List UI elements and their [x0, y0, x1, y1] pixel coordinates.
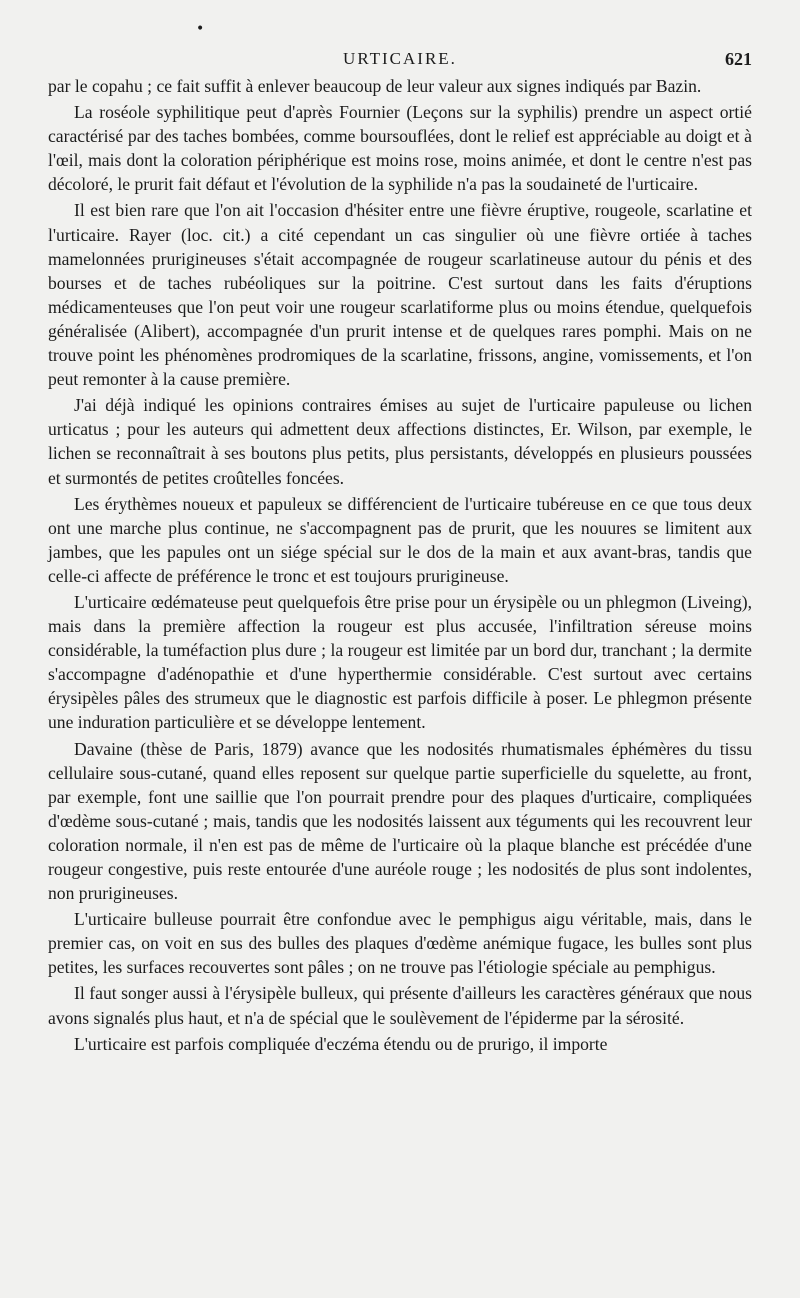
paragraph: L'urticaire est parfois compliquée d'eczéma étendu ou de prurigo, il importe	[74, 1033, 608, 1054]
printer-mark: •	[196, 21, 205, 37]
paragraph: L'urticaire œdémateuse peut quelquefois être prise pour un érysipèle ou un phlegmon (Liveing), mais dans la première affection la rougeur est plus accusée, l'infiltration séreuse moins considérable, la tuméfaction plus dure ; la rougeur est limitée par un bord dur, tranchant ; la dermite s'accompagne d'adénopathie et d'une hyperthermie considérable. C'est surtout avec certains érysipèles pâles des strumeux que le diagnostic est parfois difficile à poser. Le phlegmon présente une induration particulière et se développe lentement.	[48, 591, 752, 733]
paragraph: L'urticaire bulleuse pourrait être confondue avec le pemphigus aigu véritable, mais, dans le premier cas, on voit en sus des bulles des plaques d'œdème anémique fugace, les bulles sont plus petites, les surfaces recouvertes sont pâles ; on ne trouve pas l'étiologie spéciale au pemphigus.	[48, 909, 752, 978]
paragraph: Il est bien rare que l'on ait l'occasion d'hésiter entre une fièvre éruptive, rougeole, scarlatine et l'urticaire. Rayer (loc. cit.) a cité cependant un cas singulier où une fièvre ortiée à taches mamelonnées prurigineuses s'était accompagnée de rougeur scarlatineuse autour du pénis et des bourses et de taches rubéoliques sur la poitrine. C'est surtout dans les faits d'éruptions médicamenteuses que l'on peut voir une rougeur scarlatiforme plus ou moins étendue, quelquefois généralisée (Alibert), accompagnée d'un prurit intense et de quelques rares pomphi. Mais on ne trouve point les phénomènes prodromiques de la scarlatine, frissons, angine, vomissements, et l'on peut remonter à la cause première.	[48, 200, 752, 390]
paragraph: Il faut songer aussi à l'érysipèle bulleux, qui présente d'ailleurs les caractères généraux que nous avons signalés plus haut, et n'a de spécial que le soulèvement de l'épiderme par la sérosité.	[48, 983, 752, 1028]
running-head: URTICAIRE.	[343, 49, 457, 68]
paragraph: J'ai déjà indiqué les opinions contraires émises au sujet de l'urticaire papuleuse ou lichen urticatus ; pour les auteurs qui admettent deux affections distinctes, Er. Wilson, par exemple, le lichen se reconnaîtrait à ses boutons plus petits, plus persistants, développés en plusieurs poussées et surmontés de petites croûtelles foncées.	[48, 395, 752, 488]
body-text	[48, 74, 752, 1058]
page-number: 621	[725, 49, 752, 69]
paragraph: La roséole syphilitique peut d'après Fournier (Leçons sur la syphilis) prendre un aspect ortié caractérisé par des taches bombées, comme boursouflées, dont le relief est appréciable au doigt et à l'œil, mais dont la coloration périphérique est moins rose, moins animée, et dont le centre n'est pas décoloré, le prurit fait défaut et l'évolution de la syphilide n'a pas la soudaineté de l'urticaire.	[48, 102, 752, 195]
paragraph: par le copahu ; ce fait suffit à enlever beaucoup de leur valeur aux signes indiqués par Bazin.	[48, 76, 702, 96]
paragraph: Les érythèmes noueux et papuleux se différencient de l'urticaire tubéreuse en ce que tous deux ont une marche plus continue, ne s'accompagnent pas de prurit, que les nouures se limitent aux jambes, que les papules ont un siége spécial sur le dos de la main et aux avant-bras, tandis que celle-ci affecte de préférence le tronc et est toujours prurigineuse.	[48, 493, 752, 586]
page-header	[48, 44, 752, 74]
paragraph: Davaine (thèse de Paris, 1879) avance que les nodosités rhumatismales éphémères du tissu cellulaire sous-cutané, quand elles reposent sur quelque partie superficielle du squelette, au front, par exemple, font une saillie que l'on pourrait prendre pour des plaques d'urticaire, compliquées d'œdème sous-cutané ; mais, tandis que les nodosités laissent aux téguments qui les recouvrent leur coloration normale, il n'en est pas de même de l'urticaire où la plaque blanche est précédée d'une rougeur congestive, puis reste entourée d'une auréole rouge ; les nodosités de plus sont indolentes, non prurigineuses.	[48, 738, 752, 904]
